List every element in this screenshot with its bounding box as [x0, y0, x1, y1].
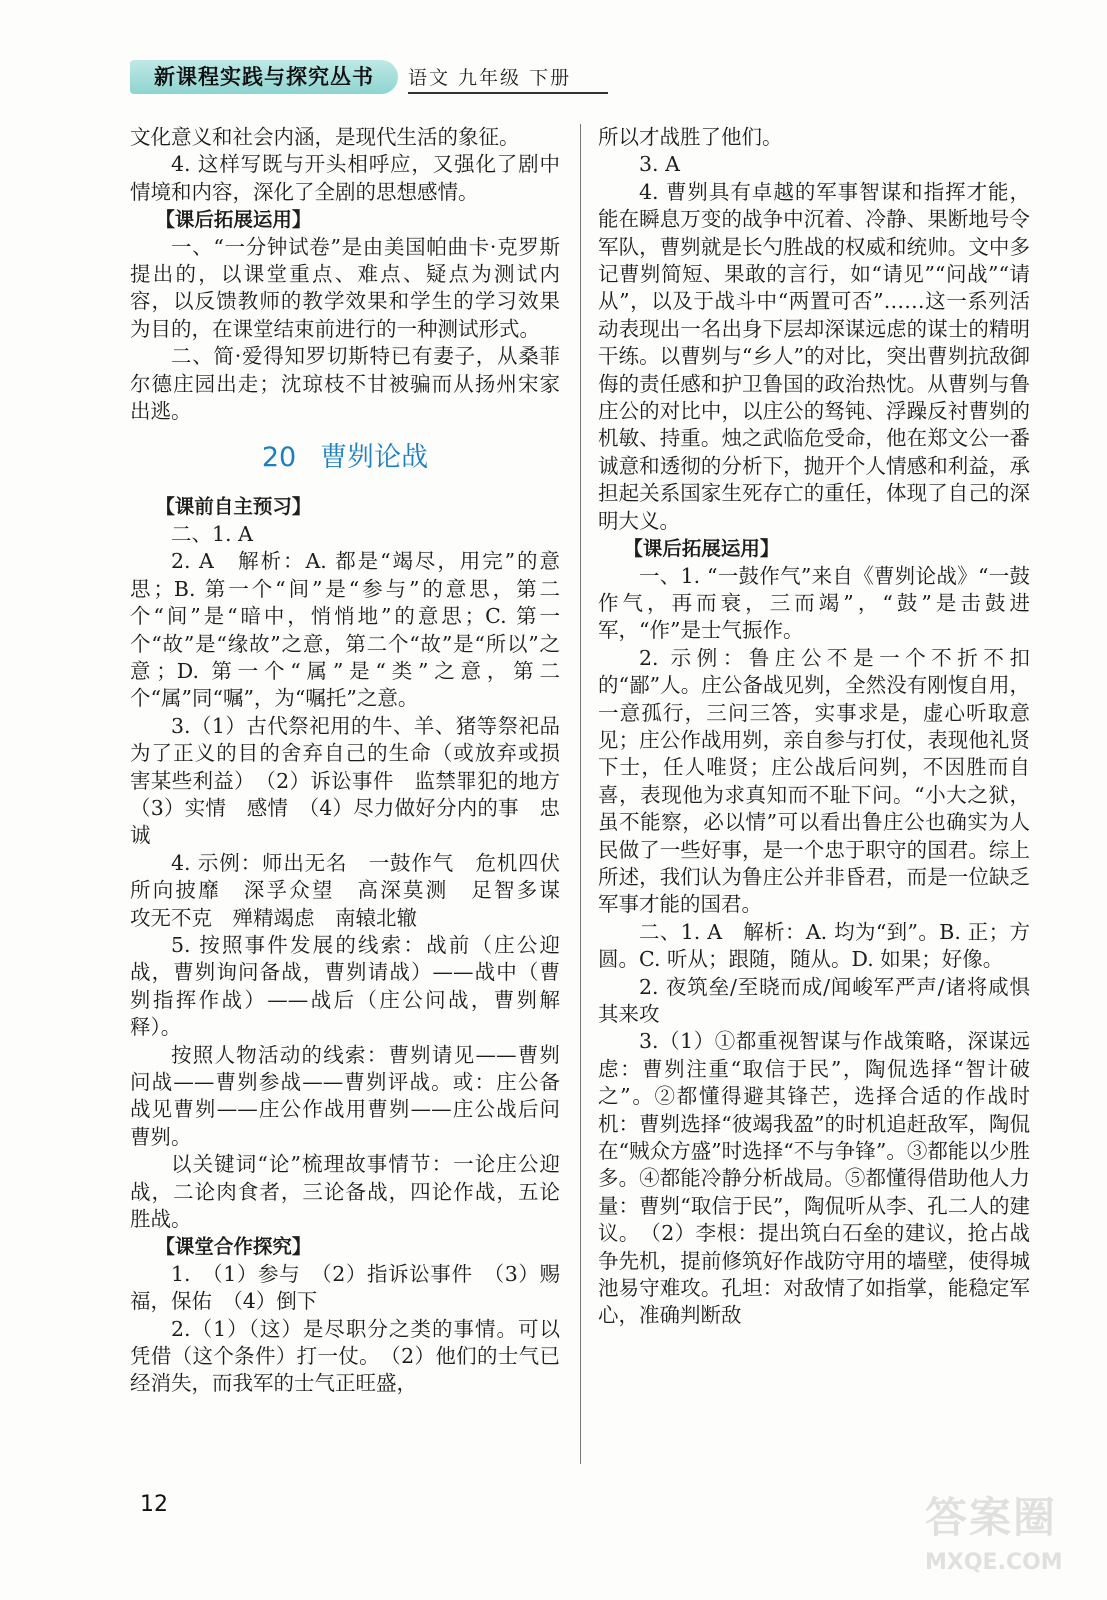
paragraph: 二、1. A [171, 521, 253, 546]
section-heading: 【课堂合作探究】 [155, 1235, 312, 1259]
right-column [598, 124, 1030, 1330]
section-heading: 【课前自主预习】 [155, 495, 312, 519]
column-divider [580, 124, 581, 1464]
page-number: 12 [140, 1492, 168, 1517]
paragraph: 以关键词“论”梳理故事情节：一论庄公迎战，二论肉食者，三论备战，四论作战，五论胜战。 [130, 1152, 560, 1232]
paragraph: 2. 示例：鲁庄公不是一个不折不扣的“鄙”人。庄公备战见刿，全然没有刚愎自用，一意孤行，三问三答，实事求是，虚心听取意见；庄公作战用刿，亲自参与打仗，表现他礼贤下士，任人唯贤；庄公战后问刿，不因胜而自喜，表现他为求真知而不耻下问。“小大之狱，虽不能察，必以情”可以看出鲁庄公也确实为人民做了一些好事，是一个忠于职守的国君。综上所述，我们认为鲁庄公并非昏君，而是一位缺乏军事才能的国君。 [598, 645, 1030, 917]
paragraph: 3.（1）古代祭祀用的牛、羊、猪等祭祀品 为了正义的目的舍弃自己的生命（或放弃或损害某些利益） （2）诉讼事件 监禁罪犯的地方 （3）实情 感情 （4）尽力做好分内的事 忠诚 [130, 713, 581, 848]
watermark-logo: 答案圈 [925, 1493, 1058, 1542]
page-header [130, 58, 610, 98]
paragraph: 4. 这样写既与开头相呼应，又强化了剧中情境和内容，深化了全剧的思想感情。 [130, 152, 560, 204]
paragraph: 2. 夜筑垒/至晓而成/闻峻军严声/诸将咸惧其来攻 [598, 974, 1030, 1026]
section-heading: 【课后拓展运用】 [155, 208, 312, 232]
series-title-badge: 新课程实践与探究丛书 [130, 60, 398, 94]
paragraph: 4. 示例：师出无名 一鼓作气 危机四伏 所向披靡 深孚众望 高深莫测 足智多谋 攻无不克 殚精竭虑 南辕北辙 [130, 850, 581, 930]
paragraph: 文化意义和社会内涵，是现代生活的象征。 [130, 125, 520, 149]
paragraph: 所以才战胜了他们。 [598, 125, 783, 149]
lesson-title-text: 曹刿论战 [320, 442, 429, 474]
paragraph: 4. 曹刿具有卓越的军事智谋和指挥才能，能在瞬息万变的战争中沉着、冷静、果断地号令军队，曹刿就是长勺胜战的权威和统帅。文中多记曹刿简短、果敢的言行，如“请见”“问战”“请从”，以及于战斗中“两置可否”……这一系列活动表现出一名出身下层却深谋远虑的谋士的精明干练。以曹刿与“乡人”的对比，突出曹刿抗敌御侮的责任感和护卫鲁国的政治热忱。从曹刿与鲁庄公的对比中，以庄公的驽钝、浮躁反衬曹刿的机敏、持重。烛之武临危受命，他在郑文公一番诚意和透彻的分析下，抛开个人情感和利益，承担起关系国家生死存亡的重任，体现了自己的深明大义。 [598, 179, 1030, 533]
paragraph: 3.（1）①都重视智谋与作战策略，深谋远虑：曹刿注重“取信于民”，陶侃选择“智计破之”。②都懂得避其锋芒，选择合适的作战时机：曹刿选择“彼竭我盈”的时机追赶敌军，陶侃在“贼众方盛”时选择“不与争锋”。③都能以少胜多。④都能冷静分析战局。⑤都懂得借助他人力量：曹刿“取信于民”，陶侃听从李、孔二人的建议。 （2）李根：提出筑白石垒的建议，抢占战争先机，提前修筑好作战防守用的墙壁，使得城池易守难攻。孔坦：对敌情了如指掌，能稳定军心，准确判断敌 [598, 1029, 1030, 1328]
paragraph: 2. A 解析：A. 都是“竭尽，用完”的意思；B. 第一个“间”是“参与”的意思，第二个“间”是“暗中，悄悄地”的意思；C. 第一个“故”是“缘故”之意，第二个“故”是“所以”之意；D. 第一个“属”是“类”之意，第二个“属”同“嘱”，为“嘱托”之意。 [130, 549, 560, 711]
paragraph: 一、1. “一鼓作气”来自《曹刿论战》“一鼓作气，再而衰，三而竭”，“鼓”是击鼓进军，“作”是士气振作。 [598, 563, 1030, 643]
paragraph: 二、简·爱得知罗切斯特已有妻子，从桑菲尔德庄园出走；沈琼枝不甘被骗而从扬州宋家出逃。 [130, 344, 560, 424]
lesson-title [130, 443, 560, 473]
paragraph: 二、1. A 解析：A. 均为“到”。B. 正；方圆。C. 听从；跟随，随从。D. 如果；好像。 [598, 919, 1030, 972]
watermark [925, 1488, 1085, 1584]
book-info: 语文 九年级 下册 [408, 64, 608, 94]
paragraph: 一、“一分钟试卷”是由美国帕曲卡·克罗斯提出的，以课堂重点、难点、疑点为测试内容，以反馈教师的教学效果和学生的学习效果为目的，在课堂结束前进行的一种测试形式。 [130, 234, 560, 341]
lesson-number: 20 [261, 442, 297, 474]
watermark-url: MXQE.COM [925, 1550, 1063, 1575]
paragraph: 1. （1）参与 （2）指诉讼事件 （3）赐福，保佑 （4）倒下 [130, 1261, 560, 1314]
left-column [130, 124, 581, 1398]
paragraph: 5. 按照事件发展的线索：战前（庄公迎战，曹刿询问备战，曹刿请战）——战中（曹刿指挥作战）——战后（庄公问战，曹刿解释）。 [130, 932, 560, 1040]
paragraph: 3. A [639, 152, 680, 177]
paragraph: 按照人物活动的线索：曹刿请见——曹刿问战——曹刿参战——曹刿评战。或：庄公备战见曹刿——庄公作战用曹刿——庄公战后问曹刿。 [130, 1042, 560, 1149]
section-heading: 【课后拓展运用】 [623, 537, 780, 561]
paragraph: 2.（1）（这）是尽职分之类的事情。可以凭借（这个条件）打一仗。 （2）他们的士气已经消失，而我军的士气正旺盛， [130, 1316, 560, 1396]
